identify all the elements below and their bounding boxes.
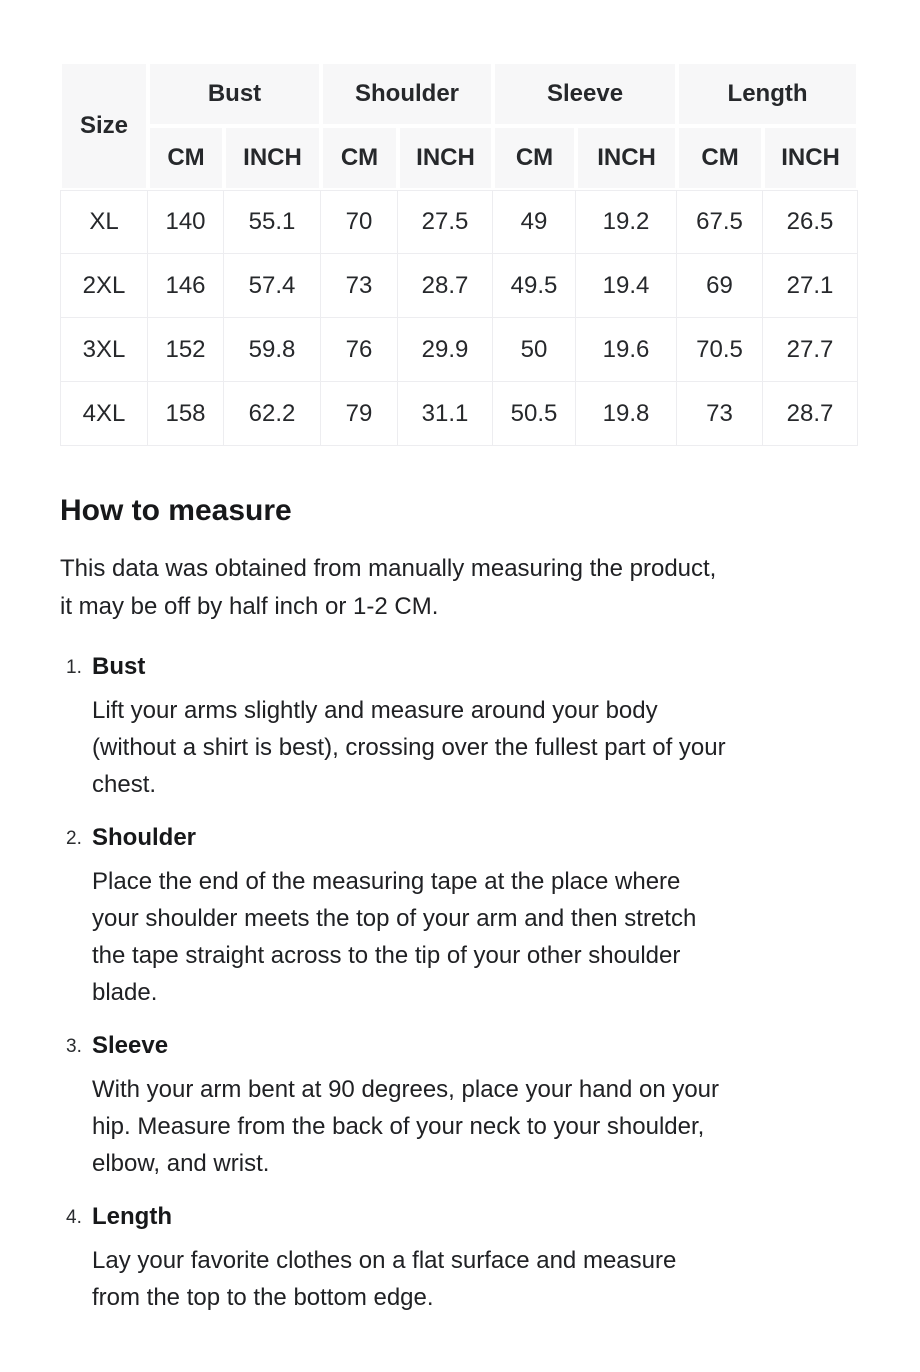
step-title: Sleeve	[92, 1032, 169, 1059]
unit-header-length-inch: INCH	[763, 126, 858, 190]
value-cell: 152	[148, 318, 224, 382]
value-cell: 79	[321, 382, 398, 446]
value-cell: 50	[493, 318, 576, 382]
step-title: Length	[92, 1203, 172, 1230]
note-line: This data was obtained from manually measuring the product,	[60, 555, 717, 582]
value-cell: 140	[148, 190, 224, 254]
value-cell: 70.5	[677, 318, 763, 382]
value-cell: 27.5	[398, 190, 493, 254]
step-number: 1.	[66, 657, 82, 678]
size-cell: 3XL	[60, 318, 148, 382]
value-cell: 28.7	[763, 382, 858, 446]
unit-header-bust-cm: CM	[148, 126, 224, 190]
value-cell: 27.1	[763, 254, 858, 318]
value-cell: 73	[321, 254, 398, 318]
step-number: 2.	[66, 828, 82, 849]
value-cell: 70	[321, 190, 398, 254]
group-header-bust: Bust	[148, 62, 321, 126]
value-cell: 28.7	[398, 254, 493, 318]
step-description	[92, 1071, 860, 1182]
measure-note	[60, 550, 860, 626]
value-cell: 158	[148, 382, 224, 446]
step-line: Lift your arms slightly and measure around your body	[92, 697, 658, 724]
size-cell: XL	[60, 190, 148, 254]
step-line: blade.	[92, 979, 158, 1006]
value-cell: 69	[677, 254, 763, 318]
table-row-2xl	[60, 254, 858, 318]
unit-header-length-cm: CM	[677, 126, 763, 190]
group-header-row	[60, 62, 858, 126]
value-cell: 49	[493, 190, 576, 254]
value-cell: 57.4	[224, 254, 321, 318]
step-description	[92, 692, 860, 803]
measure-step-shoulder	[60, 823, 860, 1011]
note-line: it may be off by half inch or 1-2 CM.	[60, 593, 439, 620]
unit-header-row	[60, 126, 858, 190]
size-column-header: Size	[60, 62, 148, 190]
step-title: Shoulder	[92, 824, 197, 851]
value-cell: 76	[321, 318, 398, 382]
value-cell: 26.5	[763, 190, 858, 254]
measure-steps-list	[60, 652, 860, 1316]
unit-header-bust-inch: INCH	[224, 126, 321, 190]
group-header-shoulder: Shoulder	[321, 62, 493, 126]
step-line: chest.	[92, 771, 157, 798]
step-line: Place the end of the measuring tape at the place where	[92, 868, 681, 895]
step-line: Lay your favorite clothes on a flat surface and measure	[92, 1247, 677, 1274]
value-cell: 19.8	[576, 382, 677, 446]
unit-header-shoulder-cm: CM	[321, 126, 398, 190]
size-chart-table	[60, 62, 858, 446]
unit-header-sleeve-cm: CM	[493, 126, 576, 190]
value-cell: 50.5	[493, 382, 576, 446]
value-cell: 67.5	[677, 190, 763, 254]
value-cell: 19.2	[576, 190, 677, 254]
table-body	[60, 190, 858, 446]
table-row-4xl	[60, 382, 858, 446]
value-cell: 146	[148, 254, 224, 318]
value-cell: 49.5	[493, 254, 576, 318]
step-line: With your arm bent at 90 degrees, place your hand on your	[92, 1076, 720, 1103]
group-header-sleeve: Sleeve	[493, 62, 677, 126]
unit-header-shoulder-inch: INCH	[398, 126, 493, 190]
value-cell: 55.1	[224, 190, 321, 254]
value-cell: 59.8	[224, 318, 321, 382]
table-row-3xl	[60, 318, 858, 382]
step-number: 3.	[66, 1036, 82, 1057]
how-to-measure-heading: How to measure	[60, 494, 292, 527]
step-description	[92, 1242, 860, 1316]
step-number: 4.	[66, 1207, 82, 1228]
measure-step-bust	[60, 652, 860, 803]
table-row-xl	[60, 190, 858, 254]
step-line: (without a shirt is best), crossing over the fullest part of your	[92, 734, 726, 761]
step-description	[92, 863, 860, 1011]
step-line: the tape straight across to the tip of your other shoulder	[92, 942, 681, 969]
table-header	[60, 62, 858, 190]
value-cell: 29.9	[398, 318, 493, 382]
step-title: Bust	[92, 653, 146, 680]
value-cell: 62.2	[224, 382, 321, 446]
unit-header-sleeve-inch: INCH	[576, 126, 677, 190]
step-line: hip. Measure from the back of your neck to your shoulder,	[92, 1113, 705, 1140]
value-cell: 73	[677, 382, 763, 446]
step-line: your shoulder meets the top of your arm and then stretch	[92, 905, 697, 932]
value-cell: 19.4	[576, 254, 677, 318]
step-line: elbow, and wrist.	[92, 1150, 270, 1177]
size-cell: 4XL	[60, 382, 148, 446]
measure-step-length	[60, 1202, 860, 1316]
step-line: from the top to the bottom edge.	[92, 1284, 434, 1311]
size-cell: 2XL	[60, 254, 148, 318]
value-cell: 27.7	[763, 318, 858, 382]
value-cell: 31.1	[398, 382, 493, 446]
measure-step-sleeve	[60, 1031, 860, 1182]
group-header-length: Length	[677, 62, 858, 126]
value-cell: 19.6	[576, 318, 677, 382]
